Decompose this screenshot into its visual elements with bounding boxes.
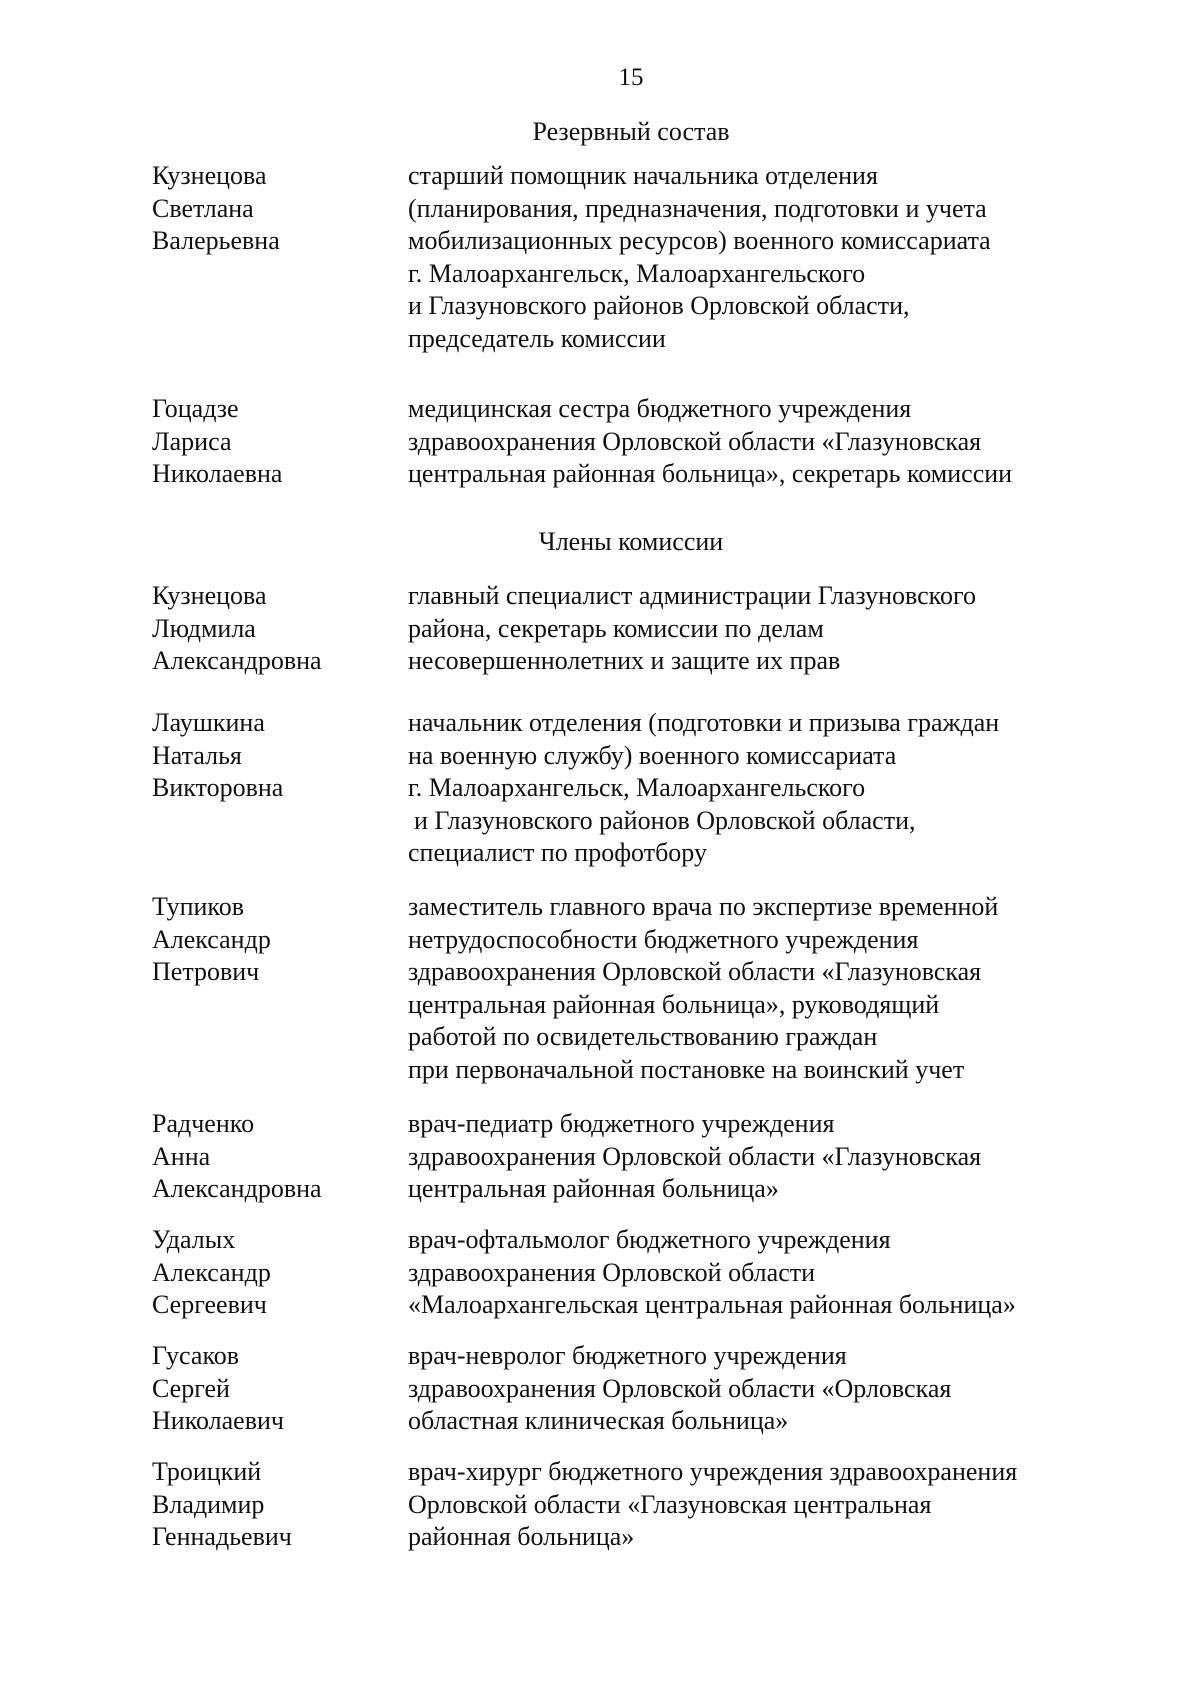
section-title-members: Члены комиссии (538, 527, 724, 556)
position-line: центральная районная больница» (408, 1174, 779, 1203)
position-line: начальник отделения (подготовки и призыва граждан (408, 708, 1000, 737)
position-line: медицинская сестра бюджетного учреждения (408, 394, 912, 423)
position-line: г. Малоархангельск, Малоархангельского (408, 258, 866, 288)
position-line: и Глазуновского районов Орловской области, (408, 291, 910, 320)
member-name (152, 393, 392, 491)
patronymic: Николаевич (152, 1406, 284, 1435)
member-name (152, 160, 392, 258)
member-position (408, 1456, 1098, 1554)
member-position (408, 891, 1098, 1086)
member-name (152, 1456, 392, 1554)
first-name: Сергей (152, 1373, 230, 1403)
position-line: здравоохранения Орловской области (408, 1257, 816, 1287)
position-line: центральная районная больница», секретарь комиссии (408, 459, 1013, 488)
position-line: «Малоархангельская центральная районная больница» (408, 1290, 1016, 1319)
position-line: мобилизационных ресурсов) военного комиссариата (408, 226, 991, 255)
member-name (152, 707, 392, 805)
surname: Гусаков (152, 1341, 240, 1370)
position-line: несовершеннолетних и защите их прав (408, 646, 841, 675)
position-line: г. Малоархангельск, Малоархангельского (408, 773, 866, 802)
patronymic: Александровна (152, 646, 322, 675)
member-name (152, 1340, 392, 1438)
patronymic: Александровна (152, 1174, 322, 1203)
position-line: врач-хирург бюджетного учреждения здравоохранения (408, 1457, 1018, 1486)
position-line: старший помощник начальника отделения (408, 161, 878, 190)
patronymic: Сергеевич (152, 1290, 267, 1319)
position-line: специалист по профотбору (408, 838, 707, 867)
first-name: Анна (152, 1141, 211, 1171)
position-line: района, секретарь комиссии по делам (408, 613, 824, 643)
member-position (408, 1340, 1098, 1438)
patronymic: Петрович (152, 957, 260, 986)
position-line: (планирования, предназначения, подготовки и учета (408, 193, 987, 223)
position-line: здравоохранения Орловской области «Глазуновская (408, 1141, 982, 1171)
page-number: 15 (618, 64, 644, 91)
member-name (152, 1224, 392, 1322)
position-line: центральная районная больница», руководящий (408, 989, 940, 1019)
position-line: врач-педиатр бюджетного учреждения (408, 1109, 835, 1138)
first-name: Александр (152, 924, 271, 954)
member-name (152, 1108, 392, 1206)
surname: Троицкий (152, 1457, 262, 1486)
surname: Кузнецова (152, 161, 267, 190)
position-line: районная больница» (408, 1522, 635, 1551)
first-name: Наталья (152, 740, 242, 770)
surname: Тупиков (152, 892, 245, 921)
first-name: Лариса (152, 426, 232, 456)
position-line: Орловской области «Глазуновская центральная (408, 1489, 932, 1519)
surname: Гоцадзе (152, 394, 239, 423)
position-line: нетрудоспособности бюджетного учреждения (408, 924, 919, 954)
position-line: врач-невролог бюджетного учреждения (408, 1341, 847, 1370)
position-line: председатель комиссии (408, 323, 666, 353)
patronymic: Викторовна (152, 773, 284, 802)
position-line: и Глазуновского районов Орловской области, (414, 805, 916, 835)
member-position (408, 160, 1098, 355)
first-name: Людмила (152, 613, 256, 643)
patronymic: Геннадьевич (152, 1522, 292, 1551)
first-name: Владимир (152, 1489, 265, 1519)
patronymic: Николаевна (152, 459, 283, 488)
member-position (408, 1224, 1098, 1322)
surname: Радченко (152, 1109, 255, 1138)
position-line: здравоохранения Орловской области «Глазуновская (408, 957, 982, 986)
member-name (152, 580, 392, 678)
position-line: на военную службу) военного комиссариата (408, 740, 897, 770)
position-line: здравоохранения Орловской области «Орловская (408, 1373, 952, 1403)
member-position (408, 580, 1098, 678)
surname: Удалых (152, 1225, 236, 1254)
position-line: здравоохранения Орловской области «Глазуновская (408, 426, 982, 456)
member-position (408, 707, 1098, 870)
first-name: Светлана (152, 193, 254, 223)
position-line: главный специалист администрации Глазуновского (408, 581, 977, 610)
position-line: заместитель главного врача по экспертизе временной (408, 892, 999, 921)
position-line: областная клиническая больница» (408, 1406, 789, 1435)
member-name (152, 891, 392, 989)
surname: Кузнецова (152, 581, 267, 610)
surname: Лаушкина (152, 708, 265, 737)
position-line: при первоначальной постановке на воинский учет (408, 1054, 965, 1084)
position-line: работой по освидетельствованию граждан (408, 1022, 878, 1051)
patronymic: Валерьевна (152, 226, 280, 255)
first-name: Александр (152, 1257, 271, 1287)
section-title-reserve: Резервный состав (532, 117, 730, 146)
member-position (408, 393, 1098, 491)
position-line: врач-офтальмолог бюджетного учреждения (408, 1225, 891, 1254)
member-position (408, 1108, 1098, 1206)
